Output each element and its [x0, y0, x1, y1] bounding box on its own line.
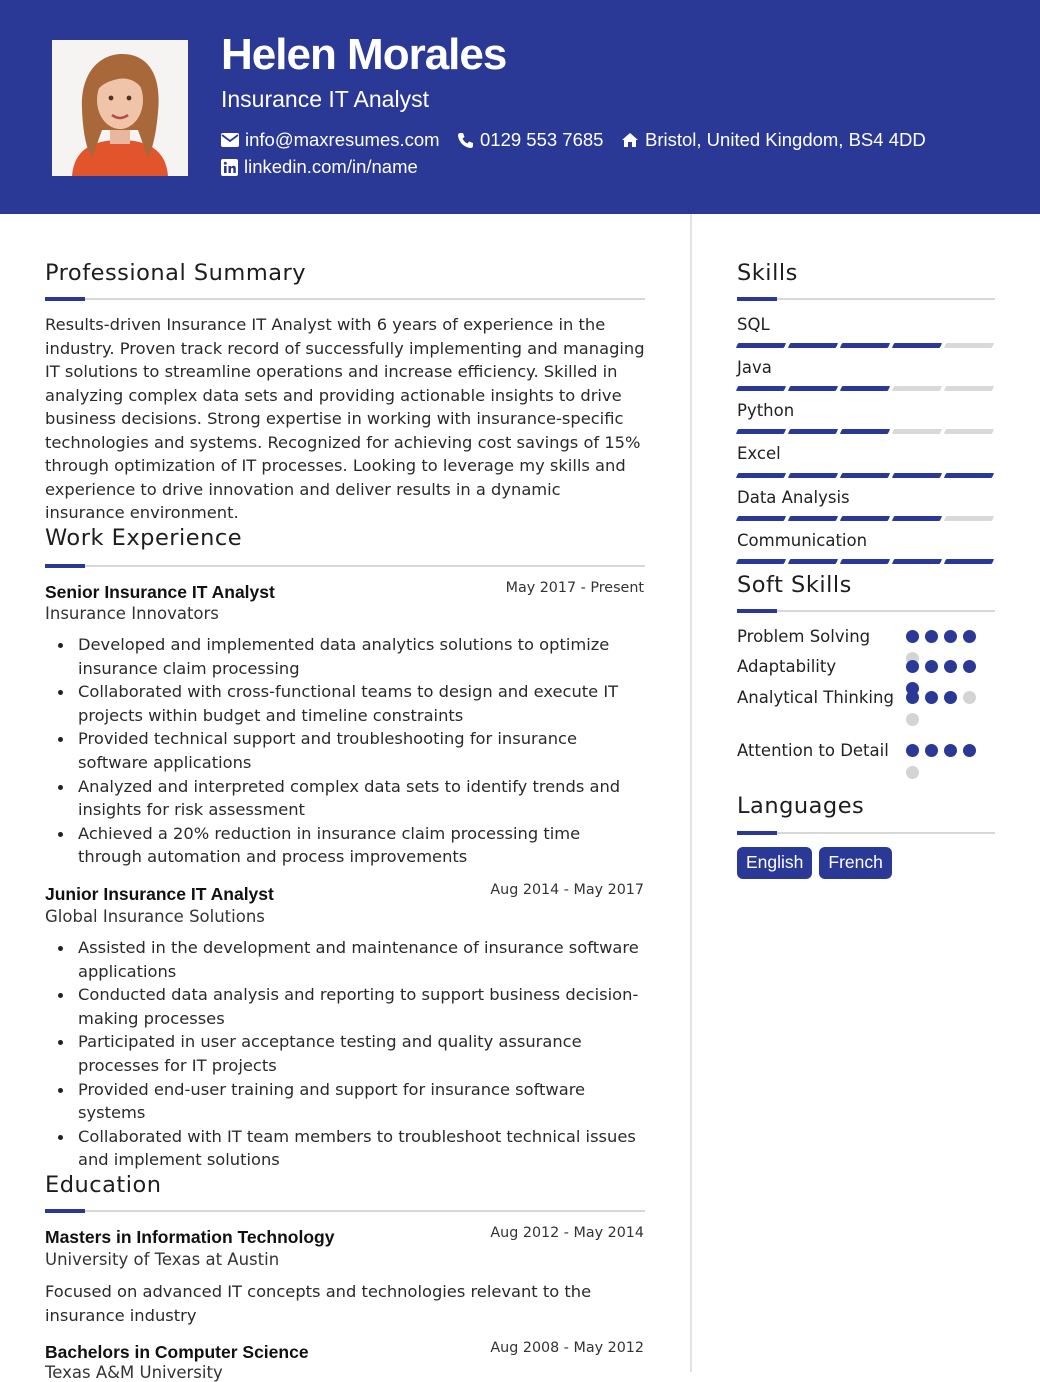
languages-heading: Languages	[737, 793, 865, 819]
contact-phone[interactable]	[457, 129, 603, 151]
skill-level-segment	[840, 516, 890, 521]
skill-level-segment	[788, 473, 838, 478]
school-name: Texas A&M University	[45, 1363, 223, 1382]
skill-level-segment	[892, 516, 942, 521]
job-bullet: Analyzed and interpreted complex data sets to identify trends and insights for risk assessment	[78, 775, 648, 822]
degree-dates: Aug 2012 - May 2014	[490, 1225, 644, 1241]
job-dates: Aug 2014 - May 2017	[490, 882, 644, 898]
skill-level-bar	[737, 559, 993, 564]
contact-linkedin[interactable]	[221, 156, 418, 178]
skill-level-segment	[840, 559, 890, 564]
job-company: Global Insurance Solutions	[45, 907, 265, 926]
degree-title: Bachelors in Computer Science	[45, 1342, 309, 1362]
soft-skill-name: Attention to Detail	[737, 741, 889, 760]
skill-level-segment	[892, 343, 942, 348]
language-pill: English	[737, 847, 812, 879]
skill-level-segment	[840, 386, 890, 391]
soft-skill-dot	[906, 691, 919, 704]
skill-level-bar	[737, 386, 993, 391]
soft-skill-dots	[906, 691, 978, 726]
summary-accent	[45, 297, 85, 301]
soft-skill-name: Analytical Thinking	[737, 688, 894, 707]
language-pill: French	[819, 847, 891, 879]
soft-skill-dots	[906, 660, 978, 695]
skill-level-segment	[944, 429, 994, 434]
skill-level-segment	[892, 559, 942, 564]
education-accent	[45, 1209, 85, 1213]
soft-skill-dot	[925, 691, 938, 704]
degree-description: Focused on advanced IT concepts and technologies relevant to the insurance industry	[45, 1282, 592, 1325]
job-bullet: Achieved a 20% reduction in insurance claim processing time through automation and process improvements	[78, 822, 648, 869]
phone-text: 0129 553 7685	[480, 129, 604, 150]
skill-level-segment	[736, 386, 786, 391]
job-bullet: Participated in user acceptance testing and quality assurance processes for IT projects	[78, 1030, 648, 1077]
soft-skill-dot	[944, 660, 957, 673]
skill-level-segment	[736, 343, 786, 348]
skill-name: Python	[737, 401, 795, 420]
job-bullet: Provided end-user training and support for insurance software systems	[78, 1078, 648, 1125]
email-text: info@maxresumes.com	[245, 129, 440, 150]
candidate-role: Insurance IT Analyst	[221, 86, 429, 112]
experience-heading: Work Experience	[45, 525, 243, 551]
soft-skill-dot	[944, 630, 957, 643]
skill-level-segment	[944, 473, 994, 478]
avatar	[52, 40, 188, 176]
skills-heading: Skills	[737, 260, 798, 286]
soft-skill-dot	[906, 630, 919, 643]
profile-photo	[52, 40, 188, 176]
home-icon	[621, 132, 639, 148]
skill-level-segment	[788, 516, 838, 521]
candidate-name: Helen Morales	[221, 30, 507, 79]
soft-skill-dot	[906, 660, 919, 673]
soft-skill-dot	[906, 744, 919, 757]
skill-level-bar	[737, 473, 993, 478]
skill-level-segment	[944, 386, 994, 391]
soft-skill-dot	[963, 630, 976, 643]
language-list	[737, 847, 892, 879]
languages-accent	[737, 831, 777, 835]
skill-level-bar	[737, 516, 993, 521]
job-bullet: Conducted data analysis and reporting to support business decision-making processes	[78, 983, 648, 1030]
summary-heading: Professional Summary	[45, 260, 307, 286]
soft-skill-dot	[925, 660, 938, 673]
soft-skills-heading: Soft Skills	[737, 572, 852, 598]
experience-accent	[45, 564, 85, 568]
skill-level-segment	[892, 473, 942, 478]
job-dates: May 2017 - Present	[505, 580, 644, 596]
linkedin-icon	[221, 159, 238, 176]
skill-level-segment	[788, 429, 838, 434]
skill-level-bar	[737, 429, 993, 434]
soft-skill-dot	[963, 744, 976, 757]
skill-name: Data Analysis	[737, 488, 850, 507]
skill-level-segment	[788, 559, 838, 564]
soft-skill-dot	[906, 713, 919, 726]
skill-level-segment	[944, 516, 994, 521]
soft-skill-dot	[944, 744, 957, 757]
column-divider	[690, 214, 692, 1372]
experience-rule	[45, 565, 645, 567]
skill-level-segment	[944, 343, 994, 348]
skills-accent	[737, 297, 777, 301]
linkedin-text: linkedin.com/in/name	[244, 156, 418, 177]
skill-level-segment	[944, 559, 994, 564]
job-bullets	[78, 633, 648, 869]
skill-level-segment	[840, 343, 890, 348]
education-heading: Education	[45, 1172, 162, 1198]
phone-icon	[457, 132, 474, 149]
soft-skill-dot	[944, 691, 957, 704]
skill-name: SQL	[737, 315, 770, 334]
soft-skills-accent	[737, 609, 777, 613]
soft-skill-dot	[963, 660, 976, 673]
skill-level-segment	[840, 473, 890, 478]
degree-dates: Aug 2008 - May 2012	[490, 1340, 644, 1356]
skill-level-segment	[788, 343, 838, 348]
soft-skill-dot	[963, 691, 976, 704]
summary-rule	[45, 298, 645, 300]
skill-name: Java	[737, 358, 772, 377]
job-company: Insurance Innovators	[45, 604, 219, 623]
envelope-icon	[221, 133, 239, 147]
job-bullet: Developed and implemented data analytics solutions to optimize insurance claim processing	[78, 633, 648, 680]
education-rule	[45, 1210, 645, 1212]
skill-name: Excel	[737, 444, 781, 463]
skill-level-segment	[892, 429, 942, 434]
location-text: Bristol, United Kingdom, BS4 4DD	[645, 129, 926, 150]
soft-skill-dot	[925, 744, 938, 757]
skill-level-segment	[892, 386, 942, 391]
job-title: Junior Insurance IT Analyst	[45, 884, 274, 904]
soft-skill-dot	[925, 630, 938, 643]
job-bullet: Assisted in the development and maintenance of insurance software applications	[78, 936, 648, 983]
skill-level-segment	[788, 386, 838, 391]
contact-email[interactable]	[221, 129, 440, 151]
school-name: University of Texas at Austin	[45, 1250, 280, 1269]
skill-level-segment	[840, 429, 890, 434]
resume-header	[0, 0, 1040, 214]
soft-skill-dots	[906, 744, 978, 779]
soft-skill-dot	[906, 766, 919, 779]
contact-location	[621, 129, 926, 151]
job-bullet: Collaborated with cross-functional teams to design and execute IT projects within budget and timeline constraints	[78, 680, 648, 727]
job-bullet: Collaborated with IT team members to troubleshoot technical issues and implement solutions	[78, 1125, 648, 1172]
skill-level-segment	[736, 516, 786, 521]
job-bullet: Provided technical support and troubleshooting for insurance software applications	[78, 727, 648, 774]
summary-text: Results-driven Insurance IT Analyst with 6 years of experience in the industry. Proven track record of successfully implementing and managing IT solutions to streamline operations and increase efficiency. Skilled in analyzing complex data sets and providing actionable insights to drive business decisions. Strong expertise in working with insurance-specific technologies and systems. Recognized for achieving cost savings of 15% through optimization of IT processes. Looking to leverage my skills and experience to drive innovation and deliver results in a dynamic insurance environment.	[45, 315, 645, 522]
skill-level-segment	[736, 559, 786, 564]
skill-level-segment	[736, 429, 786, 434]
job-title: Senior Insurance IT Analyst	[45, 582, 275, 602]
soft-skill-name: Problem Solving	[737, 627, 871, 646]
skill-level-bar	[737, 343, 993, 348]
skill-name: Communication	[737, 531, 868, 550]
degree-title: Masters in Information Technology	[45, 1227, 335, 1247]
job-bullets	[78, 936, 648, 1172]
skill-level-segment	[736, 473, 786, 478]
soft-skill-name: Adaptability	[737, 657, 837, 676]
